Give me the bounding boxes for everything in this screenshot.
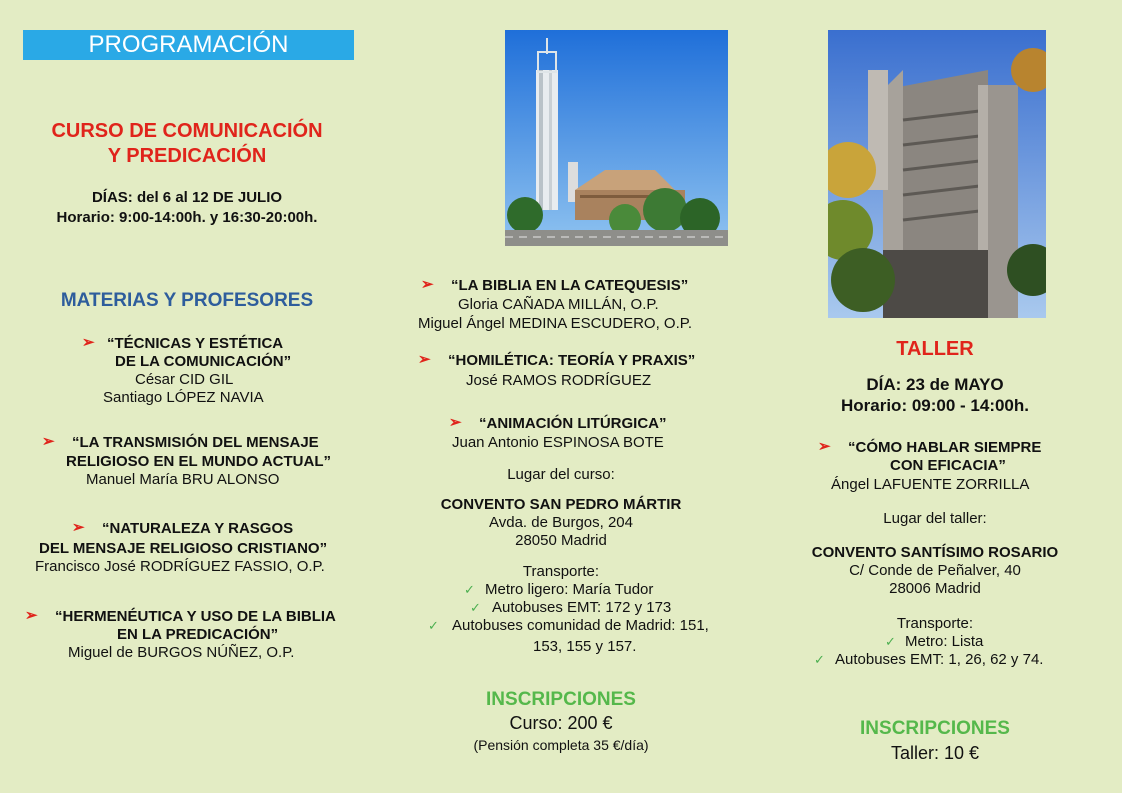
subject-title-line2: CON EFICACIA”: [890, 457, 1006, 474]
check-icon: ✓: [814, 652, 825, 667]
transport-item: 153, 155 y 157.: [533, 638, 637, 655]
arrow-icon: ➢: [25, 607, 38, 624]
arrow-icon: ➢: [82, 334, 95, 351]
san-pedro-martir-photo: [505, 30, 728, 246]
subject-title-line1: “NATURALEZA Y RASGOS: [102, 520, 294, 537]
arrow-icon: ➢: [449, 414, 462, 431]
professor-name: Manuel María BRU ALONSO: [86, 471, 280, 488]
subject-title-line1: “HERMENÉUTICA Y USO DE LA BIBLIA: [55, 608, 336, 625]
subject-title-line1: “CÓMO HABLAR SIEMPRE: [848, 439, 1042, 456]
course-dates: DÍAS: del 6 al 12 DE JULIO: [91, 189, 283, 206]
subject-title-line1: “LA TRANSMISIÓN DEL MENSAJE: [72, 434, 319, 451]
arrow-icon: ➢: [421, 276, 434, 293]
subject-title-line2: DEL MENSAJE RELIGIOSO CRISTIANO”: [39, 540, 328, 557]
place-name: CONVENTO SANTÍSIMO ROSARIO: [811, 544, 1059, 561]
check-icon: ✓: [428, 618, 439, 633]
place-label: Lugar del taller:: [883, 510, 987, 527]
professor-name: Francisco José RODRÍGUEZ FASSIO, O.P.: [35, 558, 325, 575]
transport-label: Transporte:: [522, 563, 600, 580]
professor-name: César CID GIL: [135, 371, 234, 388]
inscriptions-heading: INSCRIPCIONES: [860, 718, 1010, 739]
professor-name: Santiago LÓPEZ NAVIA: [103, 389, 264, 406]
workshop-price: Taller: 10 €: [890, 743, 980, 763]
check-icon: ✓: [470, 600, 481, 615]
arrow-icon: ➢: [42, 433, 55, 450]
address-line2: 28050 Madrid: [515, 532, 607, 549]
santisimo-rosario-photo: [828, 30, 1046, 318]
workshop-schedule: Horario: 09:00 - 14:00h.: [840, 396, 1029, 415]
arrow-icon: ➢: [818, 438, 831, 455]
subjects-heading: MATERIAS Y PROFESORES: [60, 290, 314, 311]
subject-title-line1: “HOMILÉTICA: TEORÍA Y PRAXIS”: [448, 352, 696, 369]
professor-name: Juan Antonio ESPINOSA BOTE: [452, 434, 664, 451]
course-price: Curso: 200 €: [509, 713, 613, 733]
programacion-banner: PROGRAMACIÓN: [23, 30, 354, 60]
check-icon: ✓: [885, 634, 896, 649]
transport-item: Autobuses EMT: 172 y 173: [492, 599, 672, 616]
middle-panel: [374, 0, 748, 793]
price-note: (Pensión completa 35 €/día): [473, 737, 649, 753]
subject-title-line1: “ANIMACIÓN LITÚRGICA”: [479, 415, 667, 432]
transport-item: Autobuses comunidad de Madrid: 151,: [452, 617, 709, 634]
course-schedule: Horario: 9:00-14:00h. y 16:30-20:00h.: [56, 209, 318, 226]
place-label: Lugar del curso:: [507, 466, 615, 483]
subject-title-line1: “TÉCNICAS Y ESTÉTICA: [107, 335, 284, 352]
transport-item: Metro: Lista: [905, 633, 984, 650]
transport-item: Metro ligero: María Tudor: [485, 581, 654, 598]
subject-title-line2: DE LA COMUNICACIÓN”: [115, 353, 292, 370]
place-name: CONVENTO SAN PEDRO MÁRTIR: [440, 496, 682, 513]
subject-title-line1: “LA BIBLIA EN LA CATEQUESIS”: [451, 277, 689, 294]
subject-title-line2: RELIGIOSO EN EL MUNDO ACTUAL”: [66, 453, 332, 470]
right-panel: [748, 0, 1122, 793]
address-line2: 28006 Madrid: [889, 580, 981, 597]
workshop-date: DÍA: 23 de MAYO: [866, 375, 1004, 394]
professor-name: Miguel de BURGOS NÚÑEZ, O.P.: [68, 644, 295, 661]
course-title-line1: CURSO DE COMUNICACIÓN: [51, 120, 323, 142]
professor-name: Ángel LAFUENTE ZORRILLA: [831, 476, 1030, 493]
subject-title-line2: EN LA PREDICACIÓN”: [117, 626, 279, 643]
professor-name: José RAMOS RODRÍGUEZ: [466, 372, 652, 389]
workshop-title: TALLER: [896, 338, 974, 360]
address-line1: C/ Conde de Peñalver, 40: [849, 562, 1021, 579]
address-line1: Avda. de Burgos, 204: [489, 514, 633, 531]
arrow-icon: ➢: [418, 351, 431, 368]
transport-item: Autobuses EMT: 1, 26, 62 y 74.: [835, 651, 1044, 668]
course-title-line2: Y PREDICACIÓN: [107, 145, 267, 167]
left-panel: [0, 0, 374, 793]
arrow-icon: ➢: [72, 519, 85, 536]
transport-label: Transporte:: [896, 615, 974, 632]
check-icon: ✓: [464, 582, 475, 597]
professor-name: Miguel Ángel MEDINA ESCUDERO, O.P.: [418, 315, 692, 332]
professor-name: Gloria CAÑADA MILLÁN, O.P.: [458, 296, 659, 313]
inscriptions-heading: INSCRIPCIONES: [486, 689, 636, 710]
